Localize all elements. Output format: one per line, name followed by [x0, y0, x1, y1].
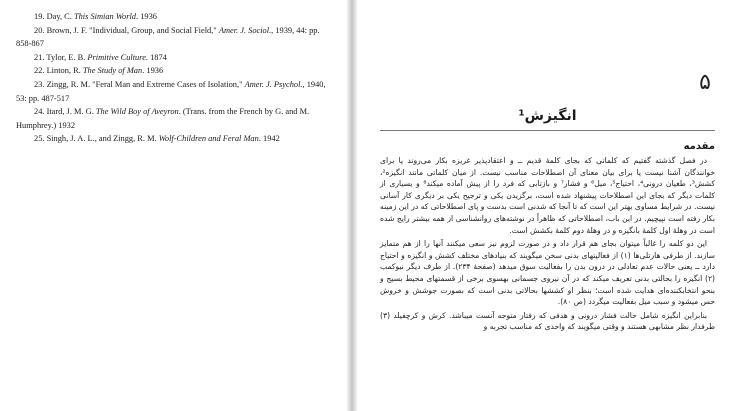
body-text — [380, 155, 715, 335]
paragraph: این دو کلمه را غالباً میتوان بجای هم قرار داد و در صورت لزوم نیز سعی میکنند آنها را از هم متمایز سازند. از طرفی هارتلی‌ها (۱) از فعالیتهای بدنی سخن میگویند که بنیادهای مختلف کشش و انگیزه و احتیاج دارد ــ یعنی حالات عدم تعادلی در درون بدن را بفعالیت سوق میدهد (صفحهٔ ۲۳۴). از طرف دیگر نیوکمب (۲) انگیزه را بحالتی بدنی تعریف میکند که در آن نیروی جسمانی بهسوی برخی از قسمتهای محیط بسیج و بنحو انتخابکننده‌ای هدایت شده است؛ بنظر او کششها بحالاتی بدنی است که بصورت جوشش و خروش حس میشود و سبب میل بفعالیت میگردد (ص ۸۰). — [380, 239, 715, 307]
paragraph: در فصل گذشته گفتیم که کلماتی که بجای کلمهٔ قدیم ــ و اعتقادپذیر غریزه بکار می‌روند یا برای خوانندگان آشنا نیست یا برای بیان معنای آن اصطلاحات مناسب نیست. از میان کلماتی مانند انگیزه²، کشش³، طغیان درونی⁴، احتیاج⁵، میل⁶ و فشار⁷ و بازتابی که فرد را از پیش آماده میکند⁸ و بسیاری از کلمات دیگر که بجای این اصطلاحات پیشنهاد شده است، برگزیدن یکی و ترجیح یکی بر دیگری کار آسانی نیست. در شرایط مساوی بهتر این است که تا آنجا که شدنی است بدست و پای اصطلاحاتی که در این زمینه بکار رفته است نپیچیم. در این باب، اصطلاحاتی که ظاهراً در نوشته‌های روانشناسی از همه بیشتر رایج شده است در وهلهٔ اول کلمهٔ بانگیزه و در وهلهٔ دوم کلمهٔ بکشش است. — [380, 156, 715, 235]
left-page — [0, 0, 346, 411]
right-page — [358, 0, 737, 411]
chapter-number: ۵ — [699, 70, 711, 95]
reference-list — [16, 10, 332, 146]
reference-item: 19. Day, C. This Simian World. 1936 — [34, 12, 157, 21]
reference-item: 20. Brown, J. F. "Individual, Group, and Social Field," Amer. J. Sociol., 1939, 44: pp. 858-867 — [16, 25, 320, 49]
reference-item: 21. Tylor, E. B. Primitive Culture. 1874 — [34, 52, 167, 62]
book-gutter — [346, 0, 358, 411]
paragraph: بنابراین انگیزه شامل حالت فشار درونی و هدفی که رفتار متوجه آنست میباشد. کرش و کرچفیلد (۳) طرفدار نظر مشابهی هستند و وقتی میگویند که واحدی که مناسب تجربه و — [380, 310, 715, 332]
title-divider — [380, 130, 715, 131]
reference-item: 23. Zingg, R. M. "Feral Man and Extreme Cases of Isolation," Amer. J. Psychol., 1940, 53: pp. 487-517 — [16, 79, 326, 103]
section-heading: مقدمه — [683, 141, 715, 152]
reference-item: 24. Itard, J. M. G. The Wild Boy of Aveyron. (Trans. from the French by G. and M. Humphrey.) 1932 — [16, 107, 310, 130]
chapter-title: انگیزش¹ — [518, 108, 577, 124]
reference-item: 22. Linton, R. The Study of Man. 1936 — [34, 66, 164, 76]
reference-item: 25. Singh, J. A. L., and Zingg, R. M. Wolf-Children and Feral Man. 1942 — [34, 134, 280, 144]
